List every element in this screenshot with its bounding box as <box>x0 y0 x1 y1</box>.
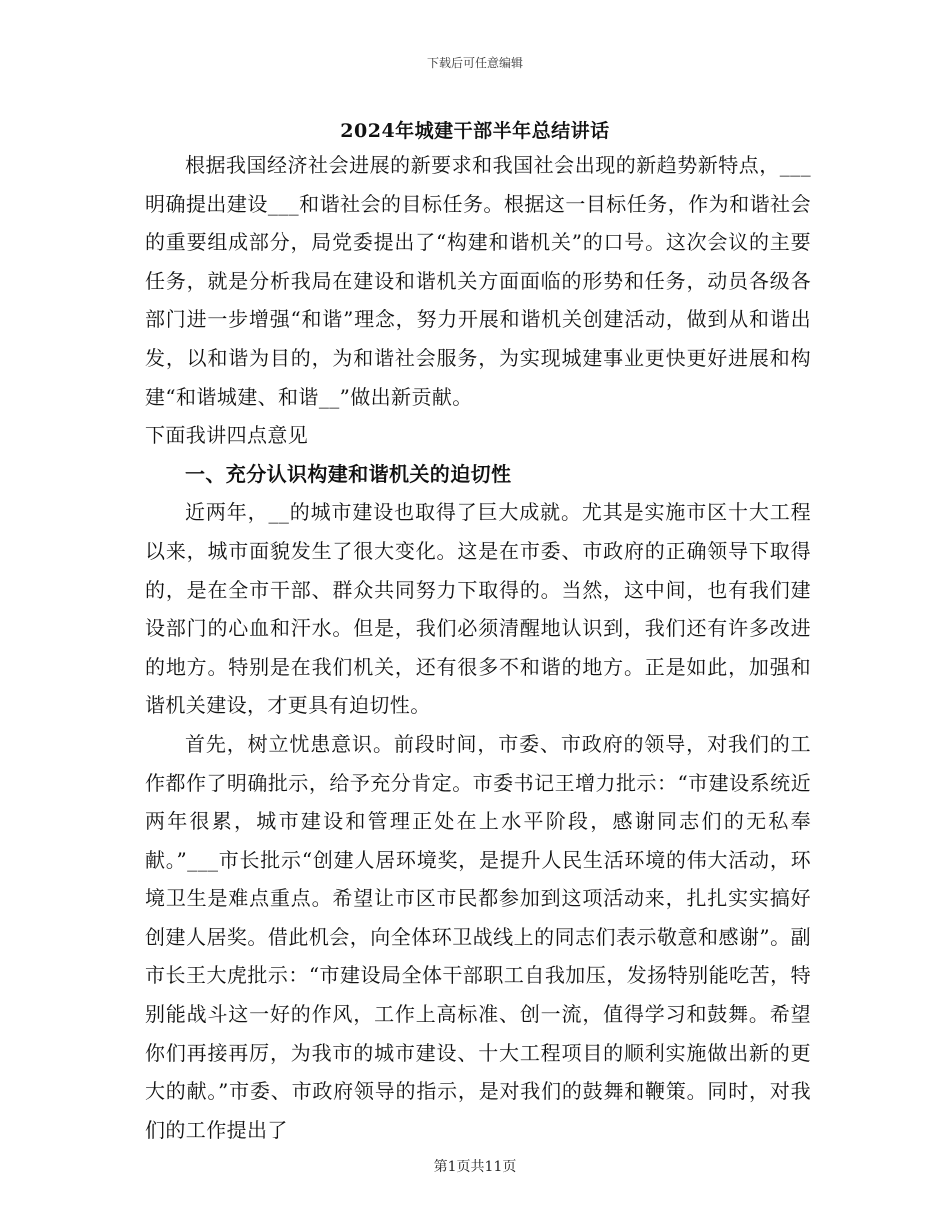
intro-paragraph: 根据我国经济社会进展的新要求和我国社会出现的新趋势新特点，___明确提出建设___和谐社会的目标任务。根据这一目标任务，作为和谐社会的重要组成部分，局党委提出了“构建和谐机关”的口号。这次会议的主要任务，就是分析我局在建设和谐机关方面面临的形势和任务，动员各级各部门进一步增强“和谐”理念，努力开展和谐机关创建活动，做到从和谐出发，以和谐为目的，为和谐社会服务，为实现城建事业更快更好进展和构建“和谐城建、和谐__”做出新贡献。 <box>145 153 811 409</box>
section1-paragraph-2: 首先，树立忧患意识。前段时间，市委、市政府的领导，对我们的工作都作了明确批示，给予充分肯定。市委书记王增力批示：“市建设系统近两年很累，城市建设和管理正处在上水平阶段，感谢同志们的无私奉献。”___市长批示“创建人居环境奖，是提升人民生活环境的伟大活动，环境卫生是难点重点。希望让市区市民都参加到这项活动来，扎扎实实搞好创建人居奖。借此机会，向全体环卫战线上的同志们表示敬意和感谢”。副市长王大虎批示：“市建设局全体干部职工自我加压，发扬特别能吃苦，特别能战斗这一好的作风，工作上高标准、创一流，值得学习和鼓舞。希望你们再接再厉，为我市的城市建设、十大工程项目的顺利实施做出新的更大的献。”市委、市政府领导的指示，是对我们的鼓舞和鞭策。同时，对我们的工作提出了 <box>145 731 811 1142</box>
page-number: 第1页共11页 <box>433 1159 517 1175</box>
header-note: 下载后可任意编辑 <box>426 56 523 70</box>
section1-paragraph-1: 近两年，__的城市建设也取得了巨大成就。尤其是实施市区十大工程以来，城市面貌发生了很大变化。这是在市委、市政府的正确领导下取得的，是在全市干部、群众共同努力下取得的。当然，这中间，也有我们建设部门的心血和汗水。但是，我们必须清醒地认识到，我们还有许多改进的地方。特别是在我们机关，还有很多不和谐的地方。正是如此，加强和谐机关建设，才更具有迫切性。 <box>145 500 811 718</box>
document-title: 2024年城建干部半年总结讲话 <box>340 120 610 142</box>
document-body <box>145 146 811 1149</box>
section-heading-1: 一、充分认识构建和谐机关的迫切性 <box>185 461 512 486</box>
intro-tail: 下面我讲四点意见 <box>145 423 309 448</box>
